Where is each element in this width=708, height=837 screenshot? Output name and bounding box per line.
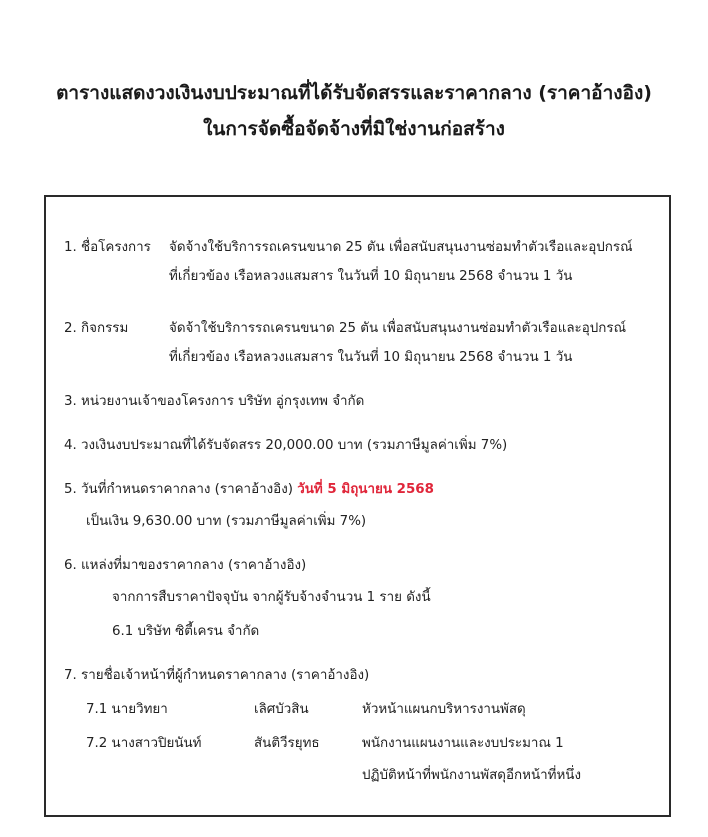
officer-1-name: 7.1 นายวิทยา: [86, 702, 168, 717]
document-title-line-1: ตารางแสดงวงเงินงบประมาณที่ได้รับจัดสรรและราคากลาง (ราคาอ้างอิง): [56, 82, 652, 104]
activity-line-1: จัดจ้าใช้บริการรถเครนขนาด 25 ตัน เพื่อสนับสนุนงานซ่อมทำตัวเรือและอุปกรณ์: [169, 321, 626, 336]
details-frame: [44, 195, 671, 817]
activity-line-2: ที่เกี่ยวข้อง เรือหลวงแสมสาร ในวันที่ 10 มิถุนายน 2568 จำนวน 1 วัน: [169, 350, 573, 365]
reference-date-label: 5. วันที่กำหนดราคากลาง (ราคาอ้างอิง): [64, 482, 298, 497]
project-line-2: ที่เกี่ยวข้อง เรือหลวงแสมสาร ในวันที่ 10 มิถุนายน 2568 จำนวน 1 วัน: [169, 269, 573, 284]
document-title-line-2: ในการจัดซื้อจัดจ้างที่มิใช่งานก่อสร้าง: [203, 118, 505, 140]
reference-date-highlight: วันที่ 5 มิถุนายน 2568: [297, 482, 434, 497]
price-source-vendor: 6.1 บริษัท ซิตี้เครน จำกัด: [112, 624, 260, 639]
price-source-heading: 6. แหล่งที่มาของราคากลาง (ราคาอ้างอิง): [64, 558, 307, 573]
project-owner: 3. หน่วยงานเจ้าของโครงการ บริษัท อู่กรุงเทพ จำกัด: [64, 394, 365, 409]
officer-2-name: 7.2 นางสาวปิยนันท์: [86, 736, 202, 751]
officer-2-surname: สันติวีรยุทธ: [254, 736, 320, 751]
reference-date-line: [64, 478, 434, 499]
project-label: 1. ชื่อโครงการ: [64, 240, 151, 255]
officer-2-position: พนักงานแผนงานและงบประมาณ 1: [362, 736, 564, 751]
officers-heading: 7. รายชื่อเจ้าหน้าที่ผู้กำหนดราคากลาง (ราคาอ้างอิง): [64, 668, 370, 683]
project-line-1: จัดจ้างใช้บริการรถเครนขนาด 25 ตัน เพื่อสนับสนุนงานซ่อมทำตัวเรือและอุปกรณ์: [169, 240, 633, 255]
activity-label: 2. กิจกรรม: [64, 321, 129, 336]
officer-2-additional-duty: ปฏิบัติหน้าที่พนักงานพัสดุอีกหน้าที่หนึ่ง: [362, 768, 582, 783]
price-source-description: จากการสืบราคาปัจจุบัน จากผู้รับจ้างจำนวน 1 ราย ดังนี้: [112, 590, 431, 605]
officer-1-surname: เลิศบัวสิน: [254, 702, 309, 717]
budget-amount: 4. วงเงินงบประมาณที่ได้รับจัดสรร 20,000.00 บาท (รวมภาษีมูลค่าเพิ่ม 7%): [64, 438, 508, 453]
officer-1-position: หัวหน้าแผนกบริหารงานพัสดุ: [362, 702, 526, 717]
reference-price-amount: เป็นเงิน 9,630.00 บาท (รวมภาษีมูลค่าเพิ่ม 7%): [86, 514, 367, 529]
